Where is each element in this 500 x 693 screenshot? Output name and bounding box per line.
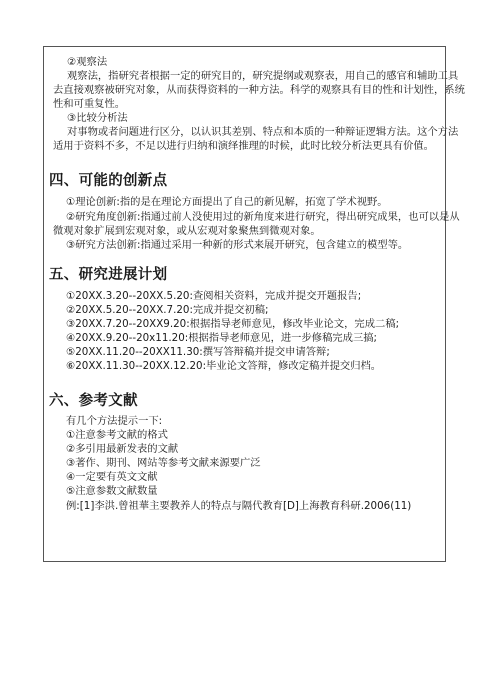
- observation-body-line-2: 去直接观察被研究对象，从而获得资料的一种方法。科学的观察具有目的性和计划性，系统: [53, 84, 465, 96]
- innovation-heading: 四、可能的创新点: [49, 173, 168, 189]
- observation-method-title: ②观察法: [67, 56, 108, 68]
- references-example: 例:[1]李洪.曾祖華主要教养人的特点与隔代教育[D]上海教育科研.2006(11): [66, 500, 412, 512]
- plan-item-5: ⑤20XX.11.20--20XX11.30:撰写答辩稿并提交申请答辩;: [66, 346, 330, 358]
- references-item-1: ①注意参考文献的格式: [66, 429, 168, 441]
- references-item-2: ②多引用最新发表的文献: [66, 443, 179, 455]
- plan-heading: 五、研究进展计划: [49, 267, 168, 283]
- plan-item-4: ④20XX.9.20--20x11.20:根据指导老师意见，进一步修稿完成三搞;: [66, 332, 378, 344]
- references-item-5: ⑤注意参数文献数量: [66, 485, 158, 497]
- references-heading: 六、参考文献: [49, 393, 138, 409]
- innovation-item-3: ③研究方法创新:指通过采用一种新的形式来展开研究，包含建立的模型等。: [66, 239, 409, 251]
- plan-item-1: ①20XX.3.20--20XX.5.20:查阅相关资料，完成并提交开题报告;: [66, 290, 362, 302]
- plan-item-2: ②20XX.5.20--20XX.7.20:完成并提交初稿;: [66, 304, 269, 316]
- comparison-body-line-2: 适用于资料不多，不足以进行归纳和演绎推理的时候，此时比较分析法更具有价值。: [53, 140, 434, 152]
- innovation-item-2-cont: 微观对象扩展到宏观对象，或从宏观对象聚焦到微观对象。: [53, 225, 321, 237]
- references-item-3: ③著作、期刊、网站等参考文献来源要广泛: [66, 457, 261, 469]
- plan-item-3: ③20XX.7.20--20XX9.20:根据指导老师意见，修改毕业论文，完成二稿;: [66, 318, 400, 330]
- innovation-item-1: ①理论创新:指的是在理论方面提出了自己的新见解，拓宽了学术视野。: [66, 196, 388, 208]
- comparison-method-title: ③比较分析法: [67, 112, 128, 124]
- references-item-4: ④一定要有英文文献: [66, 471, 158, 483]
- plan-item-6: ⑥20XX.11.30--20XX.12.20:毕业论文答辩，修改定稿并提交归档。: [66, 360, 382, 372]
- comparison-body-line-1: 对事物或者问题进行区分，以认识其差别、特点和本质的一种辩证逻辑方法。这个方法: [67, 126, 459, 138]
- innovation-item-2: ②研究角度创新:指通过前人没使用过的新角度来进行研究，得出研究成果，也可以是从: [66, 211, 460, 223]
- references-intro: 有几个方法提示一下:: [66, 415, 163, 427]
- observation-body-line-3: 性和可重复性。: [53, 98, 126, 110]
- observation-body-line-1: 观察法，指研究者根据一定的研究目的，研究提纲或观察表，用自己的感官和辅助工具: [67, 70, 459, 82]
